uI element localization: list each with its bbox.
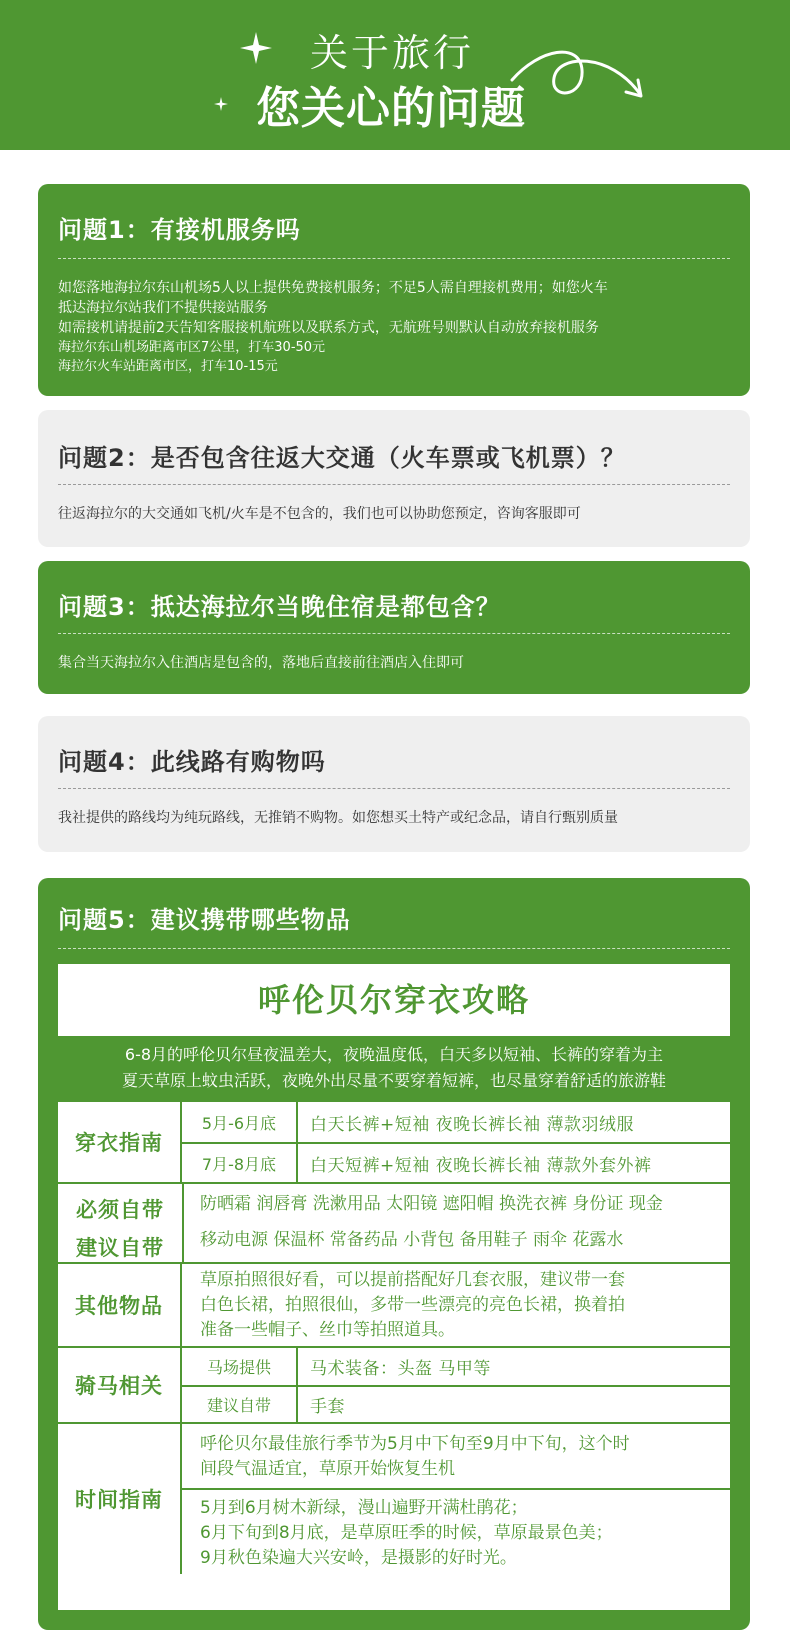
divider (58, 258, 730, 259)
arrow-swoosh-icon (510, 40, 650, 114)
clothing-row (58, 1100, 730, 1182)
faq-question-5: 问题5：建议携带哪些物品 (58, 906, 351, 934)
sparkle-icon (240, 32, 272, 68)
time-label: 时间指南 (58, 1424, 182, 1574)
divider (58, 948, 730, 949)
guide-title: 呼伦贝尔穿衣攻略 (257, 981, 530, 1019)
faq-card-4 (38, 716, 750, 852)
must-content: 防晒霜 润唇膏 洗漱用品 太阳镜 遮阳帽 换洗衣裤 身份证 现金 (200, 1194, 663, 1214)
divider (58, 484, 730, 485)
faq-card-1 (38, 184, 750, 396)
faq-card-5 (38, 878, 750, 1630)
sparkle-icon (214, 96, 228, 115)
faq-card-2 (38, 410, 750, 547)
faq-question-2: 问题2：是否包含往返大交通（火车票或飞机票）？ (58, 444, 626, 472)
clothing-subrow: 5月-6月底 白天长裤+短袖 夜晚长裤长袖 薄款羽绒服 (182, 1102, 730, 1142)
other-label: 其他物品 (58, 1264, 182, 1346)
faq-answer-1: 如您落地海拉尔东山机场5人以上提供免费接机服务；不足5人需自理接机费用；如您火车 抵达海拉尔站我们不提供接站服务 如需接机请提前2天告知客服接机航班以及联系方式，无航班号则默认自动放弃接机服务 海拉尔东山机场距离市区7公里，打车30-50元 海拉尔火车站距离市区，打车10-15元 (58, 280, 608, 374)
clothing-subrow: 7月-8月底 白天短裤+短袖 夜晚长裤长袖 薄款外套外裤 (182, 1142, 730, 1182)
faq-answer-2: 往返海拉尔的大交通如飞机/火车是不包含的，我们也可以协助您预定，咨询客服即可 (58, 506, 581, 522)
faq-card-3 (38, 561, 750, 694)
riding-subrow: 建议自带 手套 (182, 1385, 730, 1422)
divider (182, 1488, 730, 1490)
other-content: 草原拍照很好看，可以提前搭配好几套衣服，建议带一套 白色长裙，拍照很仙，多带一些漂亮的亮色长裙，换着拍 准备一些帽子、丝巾等拍照道具。 (200, 1270, 625, 1340)
faq-question-3: 问题3：抵达海拉尔当晚住宿是都包含？ (58, 593, 501, 621)
divider (58, 788, 730, 789)
guide-intro: 6-8月的呼伦贝尔昼夜温差大，夜晚温度低，白天多以短袖、长裤的穿着为主 夏天草原上蚊虫活跃，夜晚外出尽量不要穿着短裤，也尽量穿着舒适的旅游鞋 (58, 1036, 730, 1100)
divider (182, 1184, 184, 1262)
other-row (58, 1262, 730, 1346)
riding-subrow: 马场提供 马术装备：头盔 马甲等 (182, 1348, 730, 1385)
dressing-guide-table (58, 964, 730, 1610)
time-block-1: 呼伦贝尔最佳旅行季节为5月中下旬至9月中下旬，这个时 间段气温适宜，草原开始恢复生机 (200, 1434, 630, 1479)
faq-question-4: 问题4：此线路有购物吗 (58, 748, 326, 776)
riding-row (58, 1346, 730, 1422)
time-block-2: 5月到6月树木新绿，漫山遍野开满杜鹃花； 6月下旬到8月底，是草原旺季的时候，草原最景色美； 9月秋色染遍大兴安岭，是摄影的好时光。 (200, 1498, 613, 1568)
suggest-label: 建议自带 (76, 1236, 164, 1260)
time-row (58, 1422, 730, 1574)
clothing-label: 穿衣指南 (58, 1102, 182, 1182)
suggest-content: 移动电源 保温杯 常备药品 小背包 备用鞋子 雨伞 花露水 (200, 1230, 624, 1250)
riding-label: 骑马相关 (58, 1348, 182, 1422)
faq-question-1: 问题1：有接机服务吗 (58, 216, 301, 244)
header-subtitle: 关于旅行 (310, 31, 475, 75)
items-row (58, 1182, 730, 1262)
page-header (0, 0, 790, 150)
divider (58, 633, 730, 634)
faq-answer-3: 集合当天海拉尔入住酒店是包含的，落地后直接前往酒店入住即可 (58, 655, 464, 671)
header-title: 您关心的问题 (256, 83, 526, 134)
faq-answer-4: 我社提供的路线均为纯玩路线，无推销不购物。如您想买土特产或纪念品，请自行甄别质量 (58, 810, 618, 826)
must-label: 必须自带 (76, 1198, 164, 1222)
